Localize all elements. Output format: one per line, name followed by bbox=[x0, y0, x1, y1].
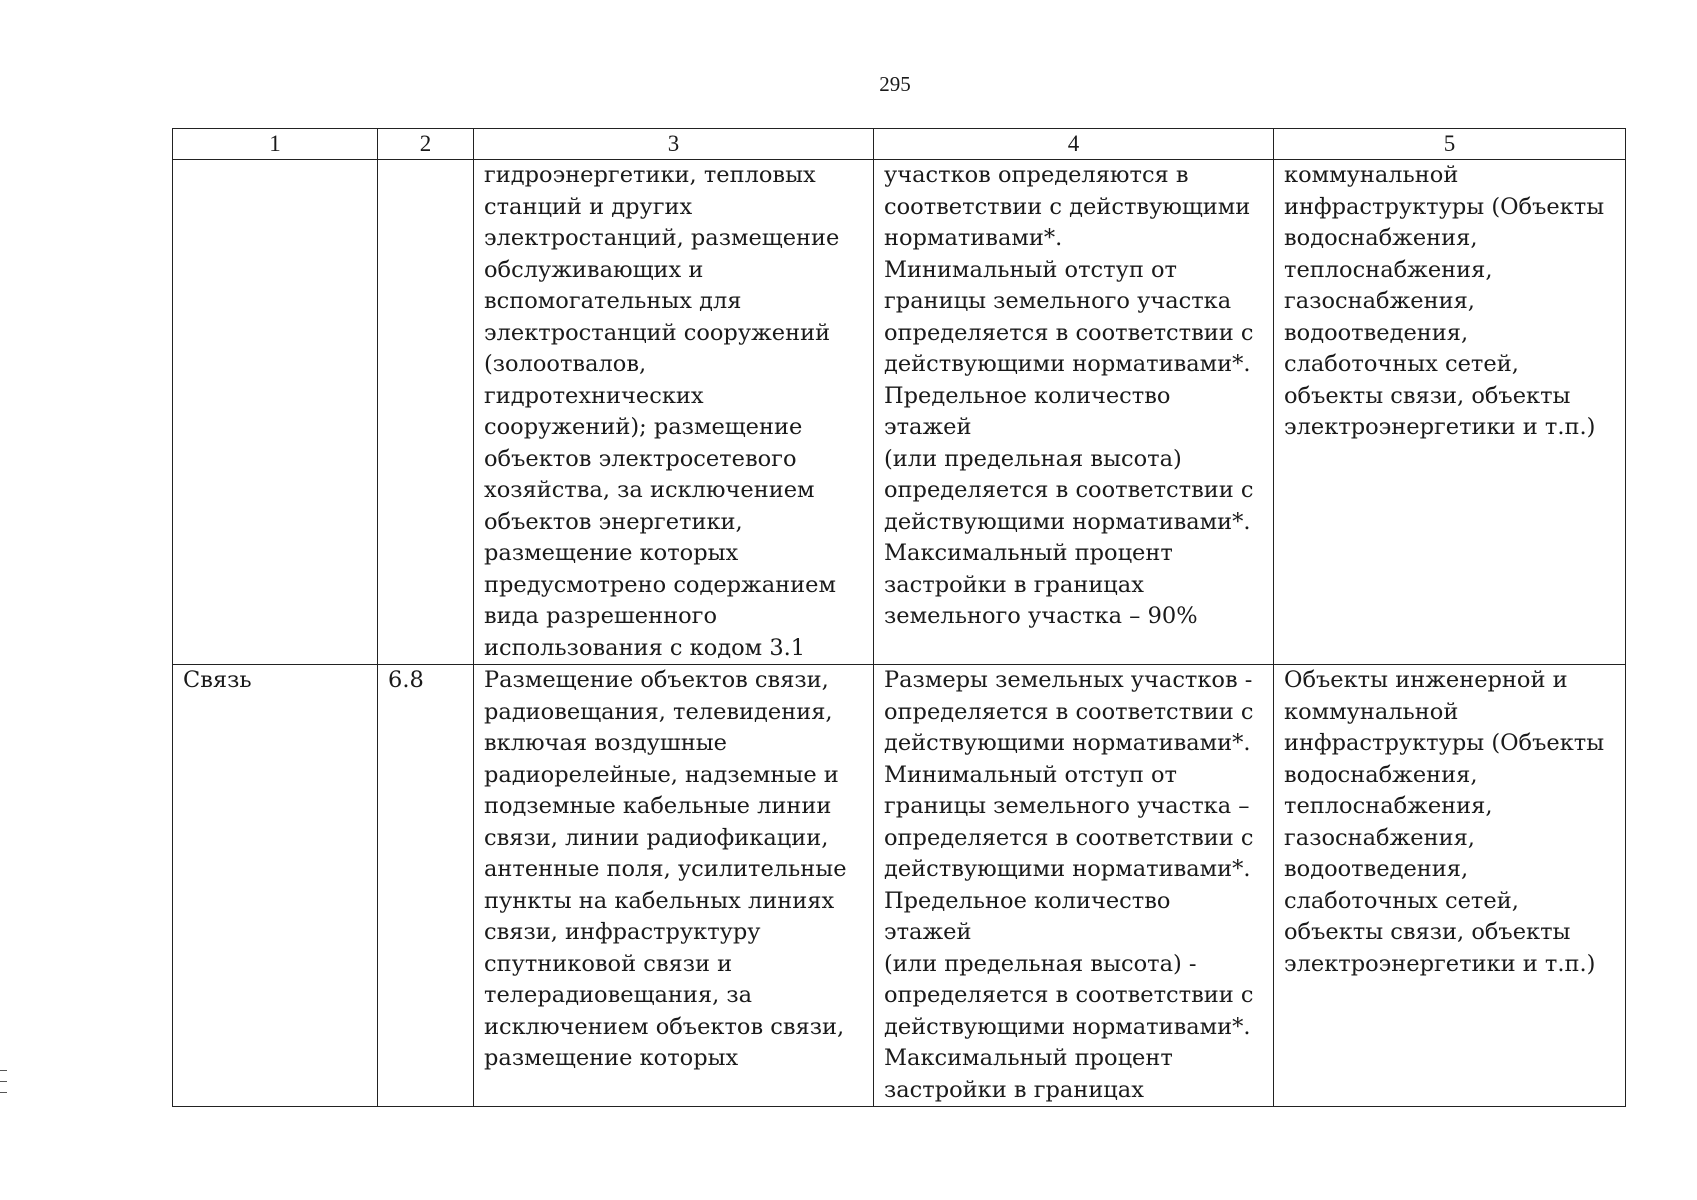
cell-description bbox=[474, 665, 874, 1107]
cell-text: Объекты инженерной и коммунальной инфраструктуры (Объекты водоснабжения, теплоснабжения, газоснабжения, водоотведения, слаботочных сетей, объекты связи, объекты электроэнергетики и т.п.) bbox=[1284, 667, 1605, 977]
column-header-5: 5 bbox=[1274, 129, 1626, 160]
cell-parameters bbox=[874, 160, 1274, 665]
regulations-table bbox=[172, 128, 1626, 1107]
cell-auxiliary-uses bbox=[1274, 160, 1626, 665]
cell-land-use-code bbox=[378, 160, 474, 665]
cell-auxiliary-uses bbox=[1274, 665, 1626, 1107]
cell-land-use-name bbox=[173, 665, 378, 1107]
column-header-3: 3 bbox=[474, 129, 874, 160]
cell-text: участков определяются в соответствии с действующими нормативами*. Минимальный отступ от границы земельного участка определяется в соответствии с действующими нормативами*. Предельное количество этажей (или предельная высота) определяется в соответствии с действующими нормативами*. Максимальный процент застройки в границах земельного участка – 90% bbox=[884, 162, 1254, 629]
scan-mark bbox=[0, 1092, 7, 1093]
cell-text: гидроэнергетики, тепловых станций и других электростанций, размещение обслуживающих и вспомогательных для электростанций сооружений (золоотвалов, гидротехнических сооружений); размещение объектов электросетевого хозяйства, за исключением объектов энергетики, размещение которых предусмотрено содержанием вида разрешенного использования с кодом 3.1 bbox=[484, 162, 840, 661]
cell-text: 6.8 bbox=[388, 667, 424, 693]
table-row bbox=[173, 160, 1626, 665]
cell-parameters bbox=[874, 665, 1274, 1107]
cell-land-use-code bbox=[378, 665, 474, 1107]
page-number: 295 bbox=[879, 72, 911, 96]
scan-edge-marks bbox=[0, 1070, 8, 1103]
column-header-4: 4 bbox=[874, 129, 1274, 160]
column-header-2: 2 bbox=[378, 129, 474, 160]
table-header-row bbox=[173, 129, 1626, 160]
cell-text: Связь bbox=[183, 667, 252, 693]
scan-mark bbox=[0, 1081, 7, 1082]
cell-text: Размещение объектов связи, радиовещания, телевидения, включая воздушные радиорелейные, надземные и подземные кабельные линии связи, линии радиофикации, антенные поля, усилительные пункты на кабельных линиях связи, инфраструктуру спутниковой связи и телерадиовещания, за исключением объектов связи, размещение которых bbox=[484, 667, 847, 1071]
cell-description bbox=[474, 160, 874, 665]
column-header-1: 1 bbox=[173, 129, 378, 160]
table-row bbox=[173, 665, 1626, 1107]
cell-text: коммунальной инфраструктуры (Объекты водоснабжения, теплоснабжения, газоснабжения, водоотведения, слаботочных сетей, объекты связи, объекты электроэнергетики и т.п.) bbox=[1284, 162, 1605, 440]
scan-mark bbox=[0, 1070, 7, 1071]
cell-land-use-name bbox=[173, 160, 378, 665]
cell-text: Размеры земельных участков - определяется в соответствии с действующими нормативами*. Минимальный отступ от границы земельного участка – определяется в соответствии с действующими нормативами*. Предельное количество этажей (или предельная высота) - определяется в соответствии с действующими нормативами*. Максимальный процент застройки в границах bbox=[884, 667, 1254, 1103]
